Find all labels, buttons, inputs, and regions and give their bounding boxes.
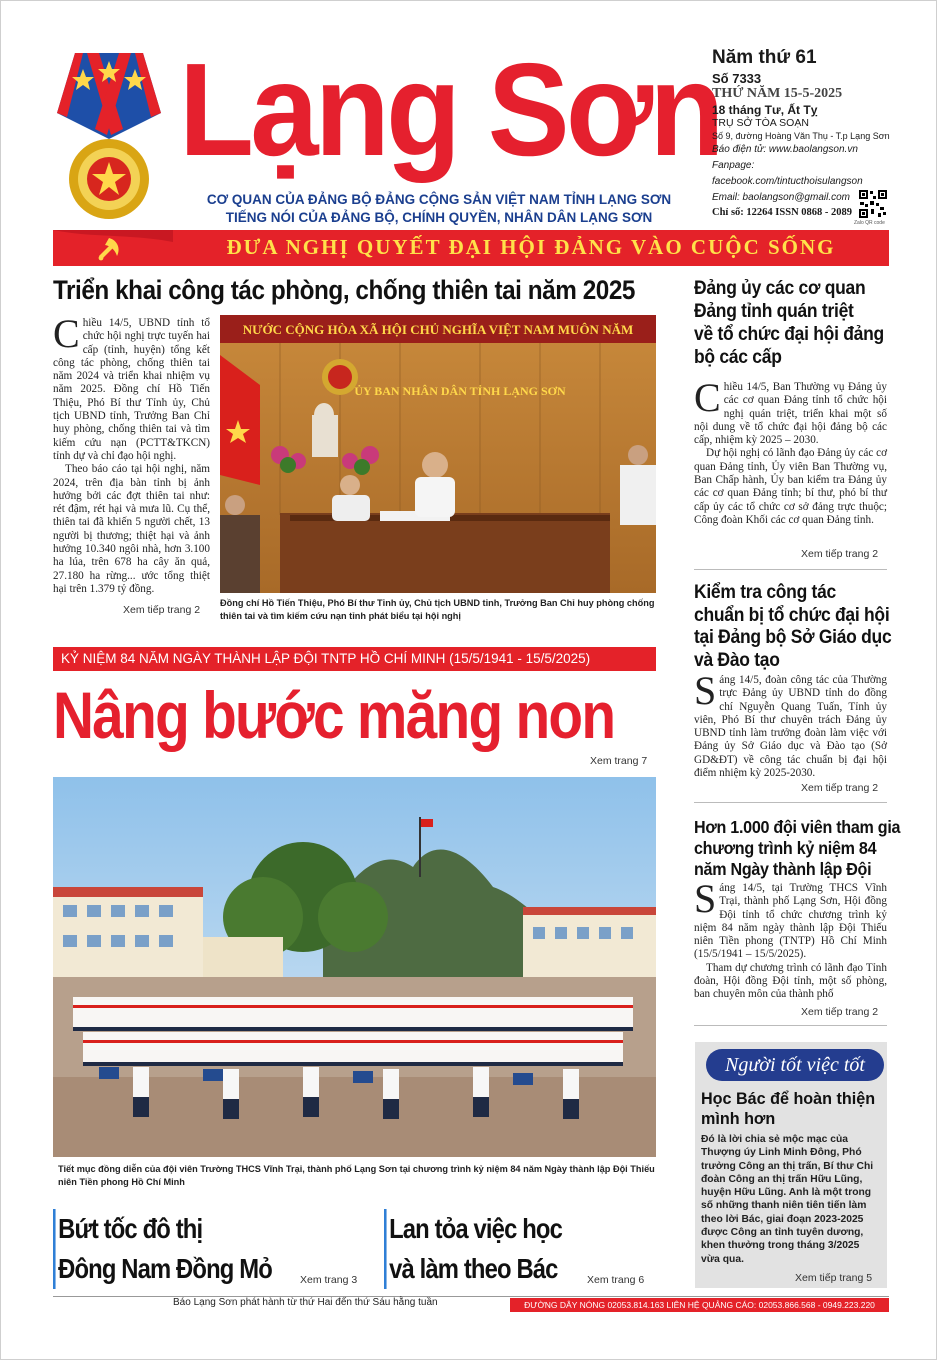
right-story-2-headline-line-3: tại Đảng bộ Sở Giáo dục (694, 627, 892, 648)
anniversary-continue-link[interactable]: Xem trang 7 (590, 755, 648, 767)
right-story-1-dropcap: C (694, 375, 721, 420)
photo-banner-text: NƯỚC CỘNG HÒA XÃ HỘI CHỦ NGHĨA VIỆT NAM MUÔN NĂM (242, 322, 634, 337)
right-story-1-headline[interactable] (694, 277, 884, 369)
divider (694, 569, 887, 570)
story-lan-toa-viec-hoc[interactable] (384, 1209, 562, 1289)
right-story-2-body (694, 668, 887, 780)
slogan-text: ĐƯA NGHỊ QUYẾT ĐẠI HỘI ĐẢNG VÀO CUỘC SỐNG (226, 235, 836, 259)
story-1-line-2: Đông Nam Đồng Mỏ (58, 1253, 272, 1284)
right-story-2-continue-link[interactable]: Xem tiếp trang 2 (801, 782, 879, 794)
right-story-3-paragraph-2: Tham dự chương trình có lãnh đạo Tỉnh đoàn, Hội đồng Đội tỉnh, một số phòng, ban chuyên môn của thành phố (694, 961, 887, 1001)
right-story-2-headline-line-2: chuẩn bị tổ chức đại hội (694, 604, 890, 626)
website-link[interactable]: Báo điện tử: www.baolangson.vn (712, 144, 858, 155)
right-story-2-headline-line-4: và Đào tạo (694, 649, 780, 671)
lead-continue-link[interactable]: Xem tiếp trang 2 (123, 604, 201, 616)
good-deeds-body: Đó là lời chia sẻ mộc mạc của Thượng úy Linh Minh Đông, Phó trưởng Công an thị trấn, Bí thư Chi đoàn Công an thị trấn Hữu Lũng, huyện Hữu Lũng. Anh là một trong số những thanh niên tiên tiến làm theo lời Bác, giai đoạn 2023-2025 được Công an tỉnh tuyên dương, khen thưởng trong tháng 3/2025 vừa qua. (701, 1134, 874, 1265)
right-story-2-dropcap: S (694, 668, 717, 713)
qr-code-icon[interactable] (858, 189, 888, 219)
anniversary-headline[interactable]: Nâng bước măng non (53, 678, 615, 752)
right-story-1-headline-line-3: về tổ chức đại hội đảng (694, 324, 884, 345)
good-deeds-headline[interactable] (701, 1089, 877, 1129)
lead-paragraph-1: hiều 14/5, UBND tỉnh tổ chức hội nghị trực tuyến hai cấp (tỉnh, huyện) tổng kết công tác phòng, chống thiên tai năm 2024 và triển khai nhiệm vụ năm 2025. Đồng chí Hồ Tiến Thiệu, Phó Bí thư Tỉnh ủy, Chủ tịch UBND tỉnh, Trưởng Ban Chỉ huy phòng, chống thiên tai và tìm kiếm cứu nạn (PCTT&TKCN) tỉnh dự và chỉ đạo hội nghị. (53, 317, 210, 462)
right-story-2-paragraph-1: áng 14/5, đoàn công tác của Thường trực Đảng ủy UBND tỉnh do đồng chí Nguyễn Quang Tuấn, Tỉnh ủy viên, Phó Bí thư chuyên trách Đảng ủy UBND tỉnh làm trưởng đoàn làm việc với Đảng ủy Sở Giáo dục và Đào tạo (Sở GD&ĐT) về công tác chuẩn bị đại hội điểm nhiệm kỳ 2025-2030. (694, 674, 887, 780)
divider (694, 802, 887, 803)
issn: Chỉ số: 12264 ISSN 0868 - 2089 (712, 207, 853, 218)
story-2-line-2: và làm theo Bác (389, 1253, 558, 1284)
labor-medal-emblem (53, 51, 165, 223)
lunar-date: 18 tháng Tư, Ất Tỵ (712, 103, 818, 117)
lead-photo (220, 315, 656, 593)
right-story-3-body (694, 876, 887, 1002)
story-1-line-1: Bứt tốc đô thị (58, 1213, 203, 1244)
right-story-1-headline-line-2: Đảng tỉnh quán triệt (694, 301, 854, 322)
right-story-3-headline-line-2: chương trình kỷ niệm 84 (694, 838, 877, 858)
right-story-3-dropcap: S (694, 876, 717, 921)
right-story-3-headline-line-1: Hơn 1.000 đội viên tham gia (694, 817, 901, 837)
office-address: Số 9, đường Hoàng Văn Thụ - T.p Lạng Sơn (712, 131, 890, 141)
right-story-3-continue-link[interactable]: Xem tiếp trang 2 (801, 1006, 879, 1018)
story-2-line-1: Lan tỏa việc học (389, 1213, 562, 1244)
qr-caption: Zalo QR code (854, 220, 885, 226)
newspaper-title: Lạng Sơn (179, 36, 721, 183)
story-but-toc-do-thi[interactable] (53, 1209, 272, 1289)
right-story-1-continue-link[interactable]: Xem tiếp trang 2 (801, 548, 879, 560)
lead-article-body (53, 317, 210, 607)
divider (694, 1025, 887, 1026)
masthead-subtitle-2: TIẾNG NÓI CỦA ĐẢNG BỘ, CHÍNH QUYỀN, NHÂN DÂN LẠNG SƠN (225, 210, 653, 225)
good-deeds-banner: Người tốt việc tốt (706, 1049, 884, 1081)
right-story-3-paragraph-1: áng 14/5, tại Trường THCS Vĩnh Trại, thành phố Lạng Sơn, Hội đồng Đội tỉnh tổ chức chương trình kỷ niệm 84 năm ngày thành lập Đội Thiếu niên Tiền phong (TNTP) Hồ Chí Minh (15/5/1941 – 15/5/2025). (694, 882, 887, 961)
anniversary-photo (53, 777, 656, 1157)
anniversary-photo-caption: Tiết mục đồng diễn của đội viên Trường THCS Vĩnh Trại, thành phố Lạng Sơn tại chương trình kỷ niệm 84 năm Ngày thành lập Đội Thiếu niên Tiền phong Hồ Chí Minh (58, 1164, 655, 1187)
lead-dropcap: C (53, 317, 80, 356)
right-story-2-headline-line-1: Kiểm tra công tác (694, 582, 836, 603)
story-2-continue-link[interactable]: Xem trang 6 (587, 1274, 645, 1286)
issue-number: Số 7333 (712, 71, 762, 86)
office-label: TRỤ SỞ TÒA SOẠN (712, 117, 809, 129)
issue-year: Năm thứ 61 (712, 47, 817, 68)
lead-headline[interactable]: Triển khai công tác phòng, chống thiên tai năm 2025 (53, 275, 635, 305)
photo-sign-text: ỦY BAN NHÂN DÂN TỈNH LẠNG SƠN (354, 384, 566, 398)
lead-paragraph-2: Theo báo cáo tại hội nghị, năm 2024, trên địa bàn tỉnh bị ảnh hưởng bởi các đợt thiên tai như: rét đậm, rét hại và mưa lũ. Cụ thể, thiên tai đã khiến 5 người chết, 13 người bị thương; thiệt hại và ảnh hưởng 10.340 ngôi nhà, hơn 3.100 ha lúa, trên 678 ha cây ăn quả, 27.180 ha rừng... ước tổng thiệt hại trên 1.379 tỷ đồng. (53, 463, 210, 595)
anniversary-banner: KỶ NIỆM 84 NĂM NGÀY THÀNH LẬP ĐỘI TNTP HỒ CHÍ MINH (15/5/1941 - 15/5/2025) (53, 647, 656, 671)
right-story-1-headline-line-4: bộ các cấp (694, 347, 782, 368)
lead-photo-caption: Đồng chí Hồ Tiến Thiệu, Phó Bí thư Tỉnh ủy, Chủ tịch UBND tỉnh, Trưởng Ban Chỉ huy phòng chống thiên tai và tìm kiếm cứu nạn tỉnh phát biểu tại hội nghị (220, 598, 655, 621)
right-story-1-headline-line-1: Đảng ủy các cơ quan (694, 278, 866, 299)
right-story-1-paragraph-2: Dự hội nghị có lãnh đạo Đảng ủy các cơ quan Đảng tỉnh, Ủy viên Ban Thường vụ, Ban Chấp hành, Ủy ban kiểm tra Đảng ủy các cơ quan Đảng tỉnh; bí thư, phó bí thư cấp ủy các tổ chức cơ sở đảng trực thuộc; Công đoàn Khối các cơ quan Đảng tỉnh. (694, 447, 887, 526)
good-deeds-headline-line-1: Học Bác để hoàn thiện (701, 1089, 876, 1108)
story-1-continue-link[interactable]: Xem trang 3 (300, 1274, 358, 1286)
good-deeds-headline-line-2: mình hơn (701, 1109, 776, 1128)
right-story-3-headline[interactable] (694, 817, 901, 880)
issue-date: THỨ NĂM 15-5-2025 (712, 86, 843, 101)
masthead-subtitle-1: CƠ QUAN CỦA ĐẢNG BỘ ĐẢNG CỘNG SẢN VIỆT NAM TỈNH LẠNG SƠN (206, 192, 672, 207)
fanpage-link[interactable]: Fanpage: facebook.com/tintucthoisulangson (712, 160, 863, 187)
email-link[interactable]: Email: baolangson@gmail.com (712, 192, 850, 203)
right-story-1-paragraph-1: hiều 14/5, Ban Thường vụ Đảng ủy các cơ quan Đảng tỉnh tổ chức hội nghị quán triệt, triển khai một số nội dung về tổ chức đại hội đảng bộ các cấp, nhiệm kỳ 2025 – 2030. (694, 381, 887, 447)
right-story-2-headline[interactable] (694, 582, 892, 672)
footer-publication-note: Báo Lạng Sơn phát hành từ thứ Hai đến thứ Sáu hằng tuần (173, 1297, 438, 1308)
right-story-3-headline-line-3: năm Ngày thành lập Đội (694, 859, 872, 879)
right-story-1-body (694, 375, 887, 527)
footer-hotline: ĐƯỜNG DÂY NÓNG 02053.814.163 LIÊN HỆ QUẢNG CÁO: 02053.866.568 - 0949.223.220 (510, 1298, 889, 1312)
good-deeds-continue-link[interactable]: Xem tiếp trang 5 (795, 1272, 873, 1284)
party-flag-icon (53, 230, 173, 266)
